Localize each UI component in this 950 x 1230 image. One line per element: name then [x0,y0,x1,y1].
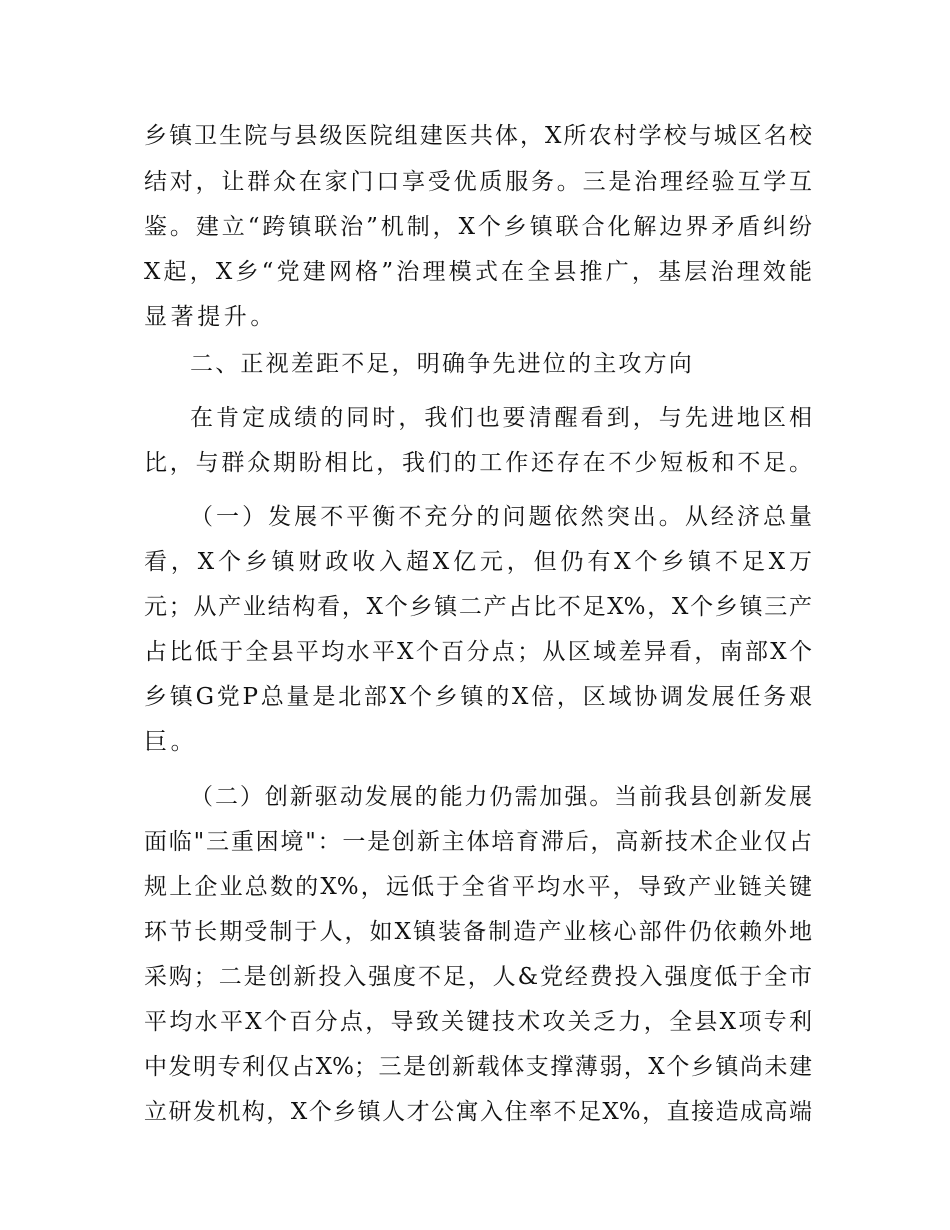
text-line: 面临"三重困境"：一是创新主体培育滞后，高新技术企业仅占 [144,829,812,855]
text-line: 巨。 [144,729,198,755]
text-line: （二）创新驱动发展的能力仍需加强。当前我县创新发展 [190,784,812,810]
text-line: 结对，让群众在家门口享受优质服务。三是治理经验互学互 [144,169,812,195]
text-line: 立研发机构，X个乡镇人才公寓入住率不足X%，直接造成高端 [144,1099,812,1125]
text-line: 采购；二是创新投入强度不足，人&党经费投入强度低于全市 [144,964,812,990]
text-line: X起，X乡“党建网格”治理模式在全县推广，基层治理效能 [144,259,812,285]
text-line: 乡镇卫生院与县级医院组建医共体，X所农村学校与城区名校 [144,123,812,149]
text-line: 在肯定成绩的同时，我们也要清醒看到，与先进地区相 [190,405,812,431]
text-line: 比，与群众期盼相比，我们的工作还存在不少短板和不足。 [144,450,812,476]
text-line: 鉴。建立“跨镇联治”机制，X个乡镇联合化解边界矛盾纠纷 [144,214,812,240]
text-line: 看，X个乡镇财政收入超X亿元，但仍有X个乡镇不足X万 [144,549,812,575]
text-line: 规上企业总数的X%，远低于全省平均水平，导致产业链关键 [144,874,812,900]
text-line: 占比低于全县平均水平X个百分点；从区域差异看，南部X个 [144,639,812,665]
text-line: 乡镇G党P总量是北部X个乡镇的X倍，区域协调发展任务艰 [144,684,812,710]
text-line: 平均水平X个百分点，导致关键技术攻关乏力，全县X项专利 [144,1009,812,1035]
text-line: （一）发展不平衡不充分的问题依然突出。从经济总量 [190,504,812,530]
text-line: 环节长期受制于人，如X镇装备制造产业核心部件仍依赖外地 [144,919,812,945]
text-line: 中发明专利仅占X%；三是创新载体支撑薄弱，X个乡镇尚未建 [144,1054,812,1080]
text-line: 元；从产业结构看，X个乡镇二产占比不足X%，X个乡镇三产 [144,594,812,620]
section-heading: 二、正视差距不足，明确争先进位的主攻方向 [190,351,694,377]
text-line: 显著提升。 [144,304,277,330]
